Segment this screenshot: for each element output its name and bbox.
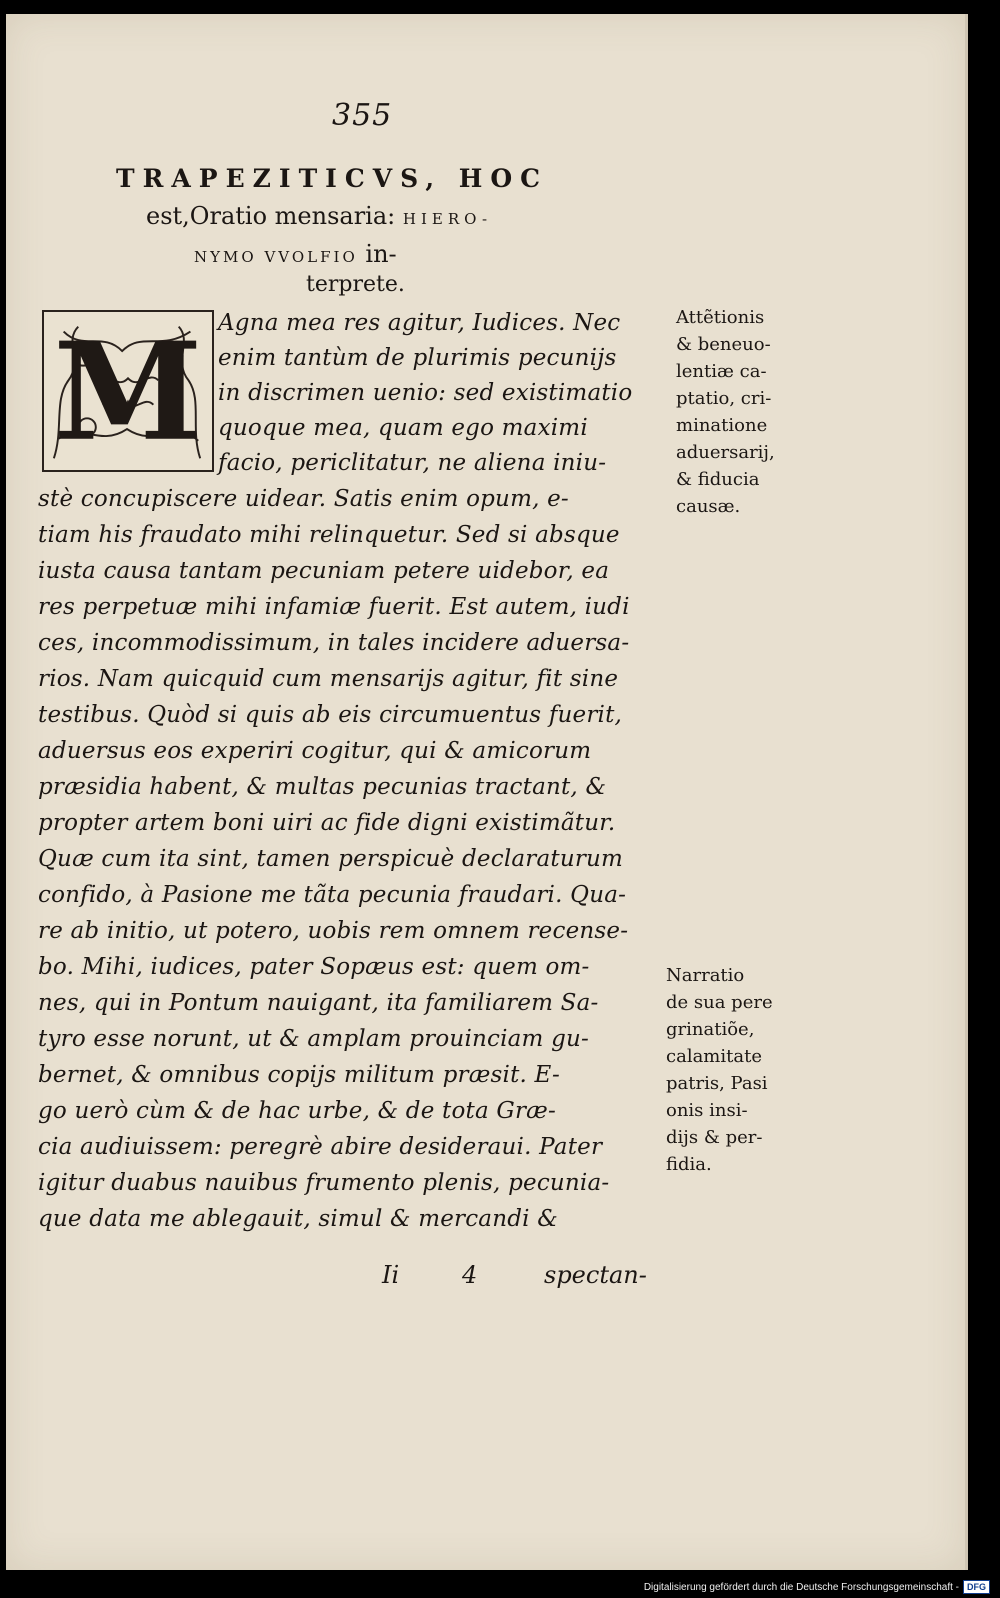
title-line-3-text: in- <box>365 240 397 268</box>
drop-cap-letter: M <box>53 312 203 470</box>
digitization-credit-text: Digitalisierung gefördert durch die Deutsche Forschungsgemeinschaft - <box>643 1581 959 1593</box>
digitization-credit <box>644 1580 990 1594</box>
text-line: propter artem boni uiri ac fide digni existimãtur. <box>38 810 616 836</box>
title-line-2-caps: HIERO- <box>402 210 493 228</box>
margin-note-line: & beneuo- <box>676 334 771 355</box>
margin-note-exordium <box>676 304 775 520</box>
margin-note-line: grinatiõe, <box>666 1019 755 1040</box>
text-line: Agna mea res agitur, Iudices. Nec <box>218 310 621 336</box>
title-line-2-text: est,Oratio mensaria: <box>146 202 396 230</box>
decorated-initial <box>42 310 214 472</box>
text-line: go uerò cùm & de hac urbe, & de tota Græ- <box>38 1098 556 1124</box>
text-line: re ab initio, ut potero, uobis rem omnem recense- <box>38 918 629 944</box>
text-line: aduersus eos experiri cogitur, qui & amicorum <box>38 738 592 764</box>
text-line: Quæ cum ita sint, tamen perspicuè declaraturum <box>38 846 624 872</box>
margin-note-line: Attẽtionis <box>676 307 765 328</box>
title-line-3 <box>194 240 397 268</box>
text-line: que data me ablegauit, simul & mercandi & <box>38 1206 558 1232</box>
margin-note-line: causæ. <box>676 496 741 517</box>
text-line: facio, periclitatur, ne aliena iniu- <box>218 450 607 476</box>
signature-mark: Ii <box>382 1261 400 1289</box>
text-line: res perpetuæ mihi infamiæ fuerit. Est autem, iudi <box>38 594 630 620</box>
margin-note-line: aduersarij, <box>676 442 775 463</box>
text-line: enim tantùm de plurimis pecunijs <box>218 345 617 371</box>
text-line: iusta causa tantam pecuniam petere uidebor, ea <box>38 558 610 584</box>
text-line: cia audiuissem: peregrè abire desideraui. Pater <box>38 1134 603 1160</box>
text-line: tyro esse norunt, ut & amplam prouinciam gu- <box>38 1026 589 1052</box>
catchword: spectan- <box>544 1261 647 1289</box>
text-line: tiam his fraudato mihi relinquetur. Sed si absque <box>38 522 620 548</box>
text-line: stè concupiscere uidear. Satis enim opum, e- <box>38 486 569 512</box>
text-line: in discrimen uenio: sed existimatio <box>218 380 633 406</box>
text-line: quoque mea, quam ego maximi <box>218 415 588 441</box>
margin-note-line: minatione <box>676 415 768 436</box>
text-line: rios. Nam quicquid cum mensarijs agitur, fit sine <box>38 666 619 692</box>
margin-note-line: de sua pere <box>666 992 773 1013</box>
decorated-initial-art <box>44 312 212 470</box>
margin-note-line: dijs & per- <box>666 1127 763 1148</box>
text-line: bo. Mihi, iudices, pater Sopæus est: quem om- <box>38 954 590 980</box>
dfg-logo: DFG <box>963 1580 990 1594</box>
text-line: testibus. Quòd si quis ab eis circumuentus fuerit, <box>38 702 623 728</box>
margin-note-line: calamitate <box>666 1046 762 1067</box>
text-line: nes, qui in Pontum nauigant, ita familiarem Sa- <box>38 990 599 1016</box>
text-line: præsidia habent, & multas pecunias tractant, & <box>38 774 607 800</box>
margin-note-line: & fiducia <box>676 469 760 490</box>
title-line-1: TRAPEZITICVS, HOC <box>116 164 549 193</box>
margin-note-line: lentiæ ca- <box>676 361 767 382</box>
page-number: 355 <box>332 98 393 133</box>
margin-note-line: fidia. <box>666 1154 712 1175</box>
title-line-4: terprete. <box>306 272 405 297</box>
margin-note-line: patris, Pasi <box>666 1073 768 1094</box>
signature-number: 4 <box>462 1261 478 1289</box>
book-page <box>6 14 968 1570</box>
margin-note-narratio <box>666 962 773 1178</box>
title-line-3-caps: NYMO VVOLFIO <box>194 248 358 266</box>
text-line: ces, incommodissimum, in tales incidere aduersa- <box>38 630 630 656</box>
text-line: bernet, & omnibus copijs militum præsit. E- <box>38 1062 560 1088</box>
margin-note-line: Narratio <box>666 965 745 986</box>
margin-note-line: onis insi- <box>666 1100 748 1121</box>
margin-note-line: ptatio, cri- <box>676 388 772 409</box>
text-line: confido, à Pasione me tãta pecunia fraudari. Qua- <box>38 882 627 908</box>
text-line: igitur duabus nauibus frumento plenis, pecunia- <box>38 1170 610 1196</box>
title-line-2 <box>146 202 492 230</box>
